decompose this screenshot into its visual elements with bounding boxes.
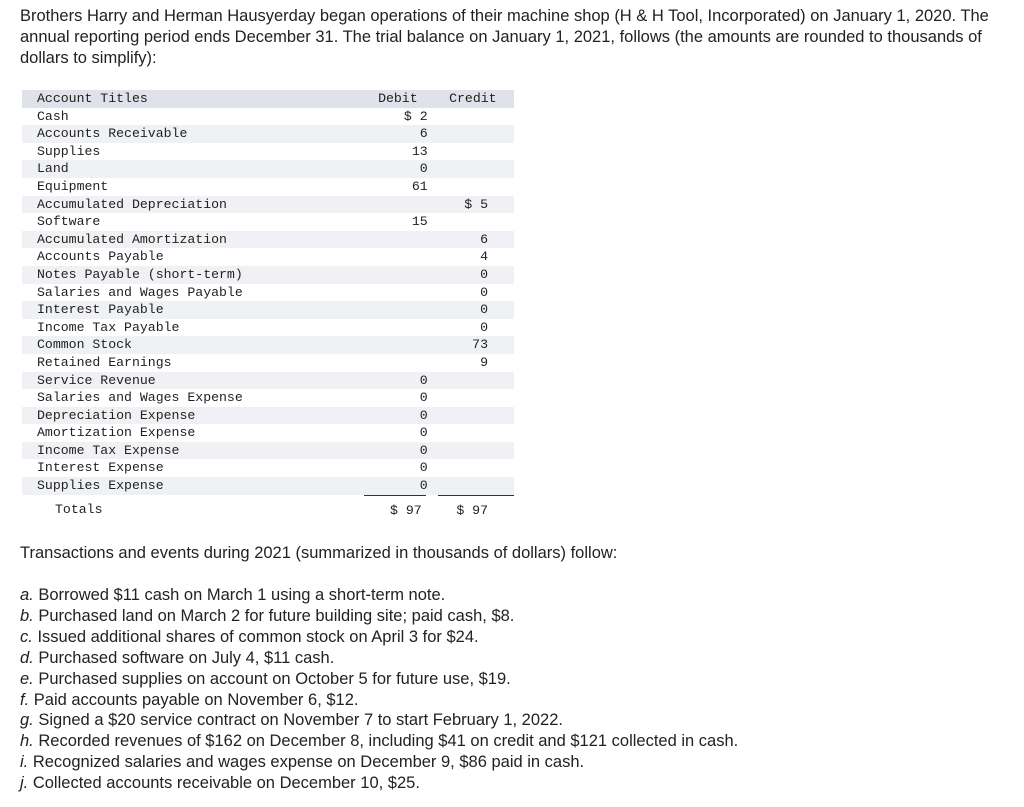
debit-cell: 0 — [419, 478, 428, 494]
account-cell: Depreciation Expense — [37, 407, 196, 423]
credit-cell: 0 — [480, 319, 488, 335]
debit-cell: 0 — [419, 372, 428, 388]
credit-cell: 0 — [480, 266, 488, 282]
transaction-text: Recorded revenues of $162 on December 8, including $41 on credit and $121 collected in cash. — [38, 732, 739, 751]
credit-cell — [432, 160, 514, 178]
account-cell: Amortization Expense — [37, 425, 196, 441]
transaction-item — [20, 648, 738, 669]
account-cell: Supplies Expense — [37, 478, 164, 494]
credit-cell: 73 — [472, 337, 488, 353]
debit-cell — [364, 196, 432, 214]
debit-cell: 0 — [419, 425, 428, 441]
credit-cell: 9 — [480, 354, 488, 370]
table-row — [22, 354, 514, 372]
debit-cell: 0 — [419, 161, 428, 177]
debit-cell: $ 2 — [403, 108, 428, 124]
transaction-text: Borrowed $11 cash on March 1 using a short-term note. — [38, 586, 446, 604]
table-row — [22, 266, 514, 284]
credit-cell — [432, 143, 514, 161]
credit-cell: 0 — [480, 302, 488, 318]
debit-cell: 15 — [411, 214, 428, 230]
debit-cell: 6 — [419, 126, 428, 142]
debit-cell — [364, 266, 432, 284]
credit-cell — [432, 125, 514, 143]
transaction-text: Signed a $20 service contract on November 7 to start February 1, 2022. — [38, 711, 563, 730]
account-cell: Interest Payable — [37, 302, 164, 318]
account-cell: Accumulated Depreciation — [37, 196, 227, 212]
transaction-letter: e. — [20, 669, 34, 688]
debit-cell: 13 — [411, 143, 428, 159]
table-row — [22, 125, 514, 143]
credit-cell: 6 — [480, 231, 488, 247]
table-row — [22, 389, 514, 407]
account-cell: Software — [37, 214, 101, 230]
table-row — [22, 178, 514, 196]
account-cell: Land — [37, 161, 69, 177]
transaction-letter: d. — [20, 648, 34, 667]
header-debit: Debit — [378, 91, 418, 106]
table-row — [22, 319, 514, 337]
transaction-item — [20, 752, 738, 773]
table-row — [22, 459, 514, 477]
credit-cell — [432, 407, 514, 425]
table-row — [22, 301, 514, 319]
transaction-letter: g. — [20, 711, 34, 730]
transaction-letter: a. — [20, 586, 34, 604]
transaction-letter: f. — [20, 690, 30, 709]
table-row — [22, 336, 514, 354]
account-cell: Retained Earnings — [37, 354, 172, 370]
account-cell: Salaries and Wages Payable — [37, 284, 243, 300]
transaction-item — [20, 669, 738, 690]
account-cell: Accumulated Amortization — [37, 231, 227, 247]
table-row — [22, 108, 514, 126]
transaction-item — [20, 606, 738, 627]
credit-cell — [432, 178, 514, 196]
debit-cell: 61 — [411, 178, 428, 194]
debit-cell: 0 — [419, 460, 428, 476]
credit-cell — [432, 477, 514, 495]
transaction-text: Recognized salaries and wages expense on December 9, $86 paid in cash. — [32, 753, 585, 772]
debit-cell: 0 — [419, 442, 428, 458]
debit-cell — [364, 301, 432, 319]
table-row — [22, 231, 514, 249]
table-header-row — [22, 90, 514, 108]
totals-row — [22, 495, 514, 519]
transaction-item — [20, 773, 738, 794]
transaction-letter: b. — [20, 606, 34, 625]
transaction-item — [20, 627, 738, 648]
table-row — [22, 143, 514, 161]
account-cell: Income Tax Payable — [37, 319, 180, 335]
debit-cell — [364, 319, 432, 337]
intro-paragraph: Brothers Harry and Herman Hausyerday began operations of their machine shop (H & H Tool, Incorporated) on January 1, 2020. The annual reporting period ends December 31. The trial balance on January 1, 2021, follows (the amounts are rounded to thousands of dollars to simplify): — [20, 7, 989, 67]
credit-cell — [432, 389, 514, 407]
debit-cell: 0 — [419, 390, 428, 406]
transactions-lead: Transactions and events during 2021 (summarized in thousands of dollars) follow: — [20, 544, 618, 562]
transaction-letter: h. — [20, 732, 34, 751]
transaction-text: Purchased land on March 2 for future building site; paid cash, $8. — [38, 606, 515, 625]
account-cell: Service Revenue — [37, 372, 156, 388]
credit-cell: 0 — [480, 284, 488, 300]
transactions-list — [20, 585, 738, 794]
totals-debit: $ 97 — [364, 495, 432, 519]
transaction-item — [20, 731, 738, 752]
table-row — [22, 372, 514, 390]
transaction-letter: c. — [20, 627, 33, 646]
transaction-letter: j. — [20, 774, 29, 793]
transaction-letter: i. — [20, 753, 29, 772]
transaction-text: Purchased supplies on account on October 5 for future use, $19. — [38, 669, 511, 688]
table-row — [22, 213, 514, 231]
totals-credit: $ 97 — [432, 495, 514, 519]
account-cell: Cash — [37, 108, 69, 124]
debit-cell — [364, 284, 432, 302]
table-row — [22, 477, 514, 495]
credit-cell — [432, 442, 514, 460]
transaction-text: Paid accounts payable on November 6, $12. — [33, 690, 359, 709]
account-cell: Salaries and Wages Expense — [37, 390, 243, 406]
table-row — [22, 248, 514, 266]
transaction-item — [20, 690, 738, 711]
trial-balance-body — [22, 108, 514, 496]
credit-cell — [432, 372, 514, 390]
account-cell: Notes Payable (short-term) — [37, 266, 243, 282]
transaction-item — [20, 710, 738, 731]
totals-label: Totals — [55, 502, 103, 518]
account-cell: Equipment — [37, 178, 109, 194]
debit-cell — [364, 248, 432, 266]
header-credit: Credit — [449, 91, 497, 106]
credit-cell — [432, 213, 514, 231]
account-cell: Interest Expense — [37, 460, 164, 476]
credit-cell: 4 — [480, 249, 488, 265]
transaction-item — [20, 585, 738, 606]
transaction-text: Purchased software on July 4, $11 cash. — [38, 648, 335, 667]
credit-cell — [432, 459, 514, 477]
credit-cell: $ 5 — [464, 196, 488, 212]
trial-balance-table — [22, 90, 514, 519]
debit-cell: 0 — [419, 407, 428, 423]
debit-cell — [364, 231, 432, 249]
table-row — [22, 424, 514, 442]
account-cell: Accounts Receivable — [37, 126, 188, 142]
account-cell: Income Tax Expense — [37, 442, 180, 458]
account-cell: Accounts Payable — [37, 249, 164, 265]
debit-cell — [364, 354, 432, 372]
header-account-titles: Account Titles — [37, 91, 148, 106]
credit-cell — [432, 424, 514, 442]
table-row — [22, 284, 514, 302]
table-row — [22, 160, 514, 178]
table-row — [22, 442, 514, 460]
credit-cell — [432, 108, 514, 126]
transaction-text: Issued additional shares of common stock on April 3 for $24. — [37, 627, 479, 646]
account-cell: Supplies — [37, 143, 101, 159]
table-row — [22, 407, 514, 425]
account-cell: Common Stock — [37, 337, 132, 353]
table-row — [22, 196, 514, 214]
debit-cell — [364, 336, 432, 354]
transaction-text: Collected accounts receivable on December 10, $25. — [32, 774, 420, 793]
